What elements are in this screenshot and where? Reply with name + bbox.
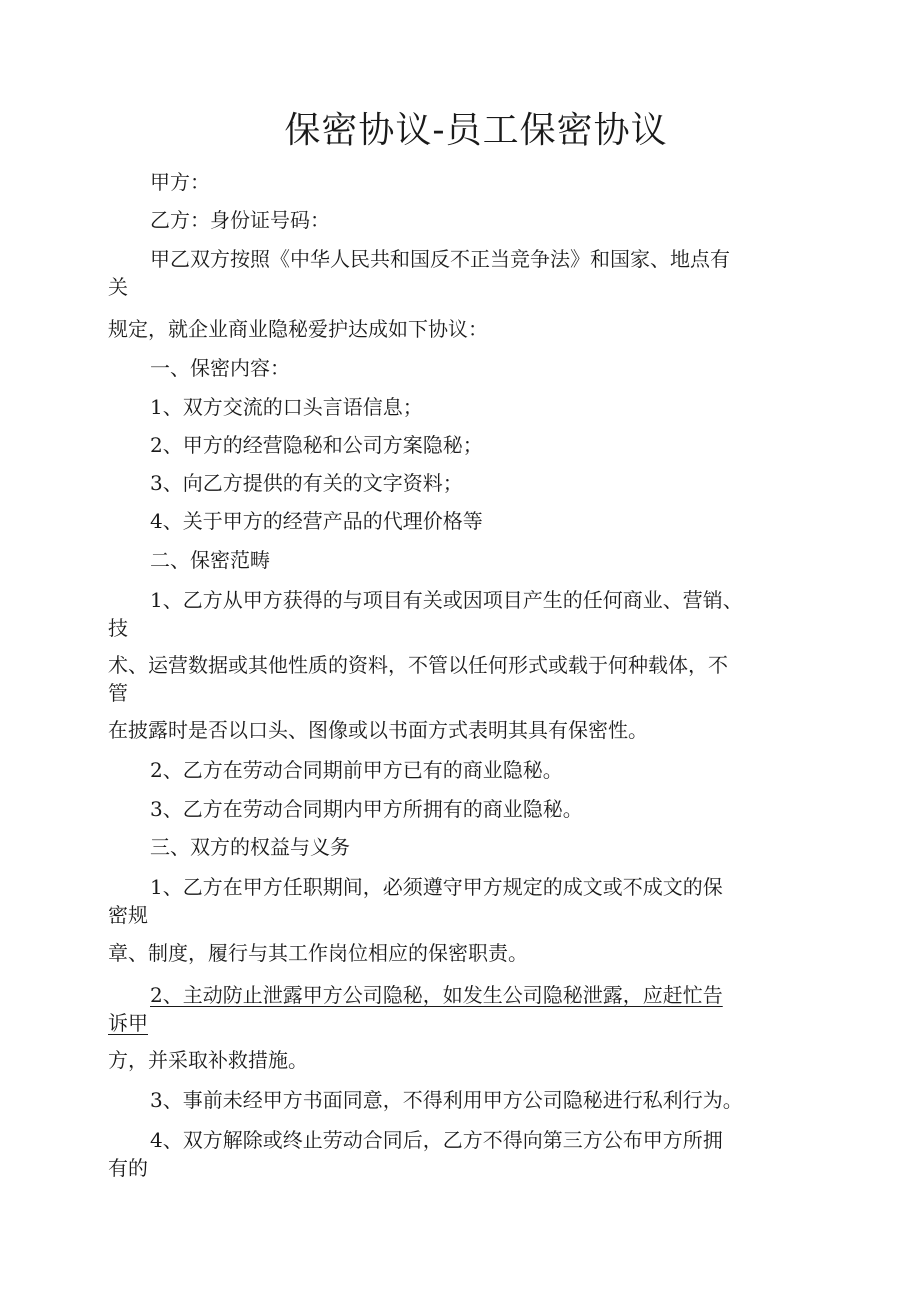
intro-line-3: 规定，就企业商业隐秘爱护达成如下协议： (108, 317, 488, 341)
section3-heading: 三、双方的权益与义务 (150, 835, 350, 859)
section2-item2: 2、乙方在劳动合同期前甲方已有的商业隐秘。 (150, 758, 563, 782)
party-a-line: 甲方： (150, 170, 210, 194)
section3-item4-line-b: 有的 (108, 1156, 148, 1180)
section3-item1-line-c: 章、制度，履行与其工作岗位相应的保密职责。 (108, 941, 528, 965)
section2-item1-line-d: 管 (108, 681, 128, 705)
section2-item1-line-e: 在披露时是否以口头、图像或以书面方式表明其具有保密性。 (108, 718, 648, 742)
section3-item2-line-b: 诉甲 (108, 1011, 148, 1035)
section1-item: 2、甲方的经营隐秘和公司方案隐秘； (150, 433, 483, 457)
section3-item2-line-c: 方，并采取补救措施。 (108, 1048, 308, 1072)
section3-item3: 3、事前未经甲方书面同意，不得利用甲方公司隐秘进行私利行为。 (150, 1088, 743, 1112)
section3-item2-line-a: 2、主动防止泄露甲方公司隐秘，如发生公司隐秘泄露，应赶忙告 (150, 983, 723, 1007)
section1-item: 4、关于甲方的经营产品的代理价格等 (150, 509, 483, 533)
intro-line-2: 关 (108, 275, 128, 299)
party-b-line: 乙方：身份证号码： (150, 208, 330, 232)
section3-item1-line-a: 1、乙方在甲方任职期间，必须遵守甲方规定的成文或不成文的保 (150, 875, 723, 899)
document-title: 保密协议-员工保密协议 (284, 110, 668, 151)
section3-item4-line-a: 4、双方解除或终止劳动合同后，乙方不得向第三方公布甲方所拥 (150, 1128, 723, 1152)
section2-item1-line-c: 术、运营数据或其他性质的资料，不管以任何形式或载于何种载体，不 (108, 653, 728, 677)
section2-heading: 二、保密范畴 (150, 548, 270, 572)
section1-item: 1、双方交流的口头言语信息； (150, 395, 423, 419)
section1-heading: 一、保密内容： (150, 356, 290, 380)
section2-item1-line-b: 技 (108, 616, 128, 640)
section1-item: 3、向乙方提供的有关的文字资料； (150, 471, 463, 495)
section3-item1-line-b: 密规 (108, 903, 148, 927)
section2-item3: 3、乙方在劳动合同期内甲方所拥有的商业隐秘。 (150, 797, 583, 821)
intro-line-1: 甲乙双方按照《中华人民共和国反不正当竞争法》和国家、地点有 (150, 247, 730, 271)
section2-item1-line-a: 1、乙方从甲方获得的与项目有关或因项目产生的任何商业、营销、 (150, 588, 743, 612)
